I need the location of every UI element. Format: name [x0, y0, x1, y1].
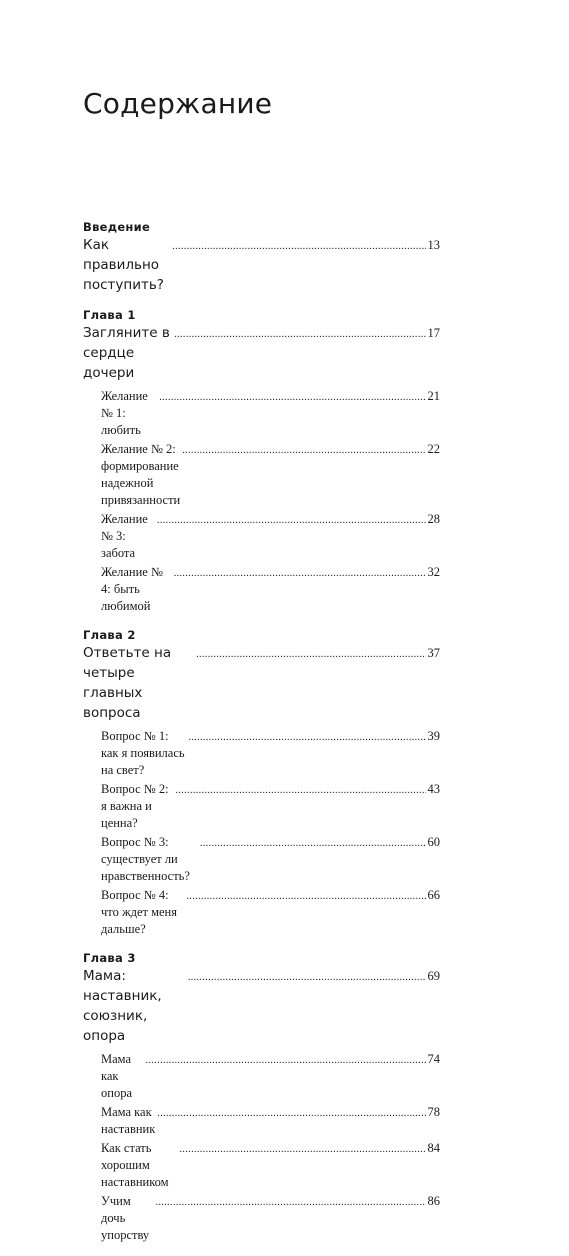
- entry-page-number: 84: [427, 1141, 440, 1155]
- dot-leader: [200, 835, 426, 852]
- dot-leader: [172, 237, 425, 257]
- toc-section: [83, 627, 440, 938]
- dot-leader: [196, 645, 425, 665]
- dot-leader: [174, 565, 426, 582]
- dot-leader: [159, 389, 425, 406]
- section-label: Глава 2: [83, 628, 136, 642]
- entry-title: Вопрос № 4: что ждет меня дальше?: [101, 888, 177, 936]
- subsection-entry[interactable]: [101, 1104, 440, 1138]
- entry-page-number: 37: [427, 646, 440, 660]
- section-label: Глава 1: [83, 308, 136, 322]
- subsection-entry[interactable]: [101, 728, 440, 779]
- entry-title: Загляните в сердце дочери: [83, 325, 170, 381]
- entry-title: Мама как опора: [101, 1052, 132, 1100]
- toc-section: [83, 950, 440, 1244]
- chapter-entry[interactable]: [83, 323, 440, 383]
- dot-leader: [156, 1194, 426, 1211]
- entry-page-number: 66: [427, 888, 440, 902]
- subsection-entry[interactable]: [101, 834, 440, 885]
- subsection-entry[interactable]: [101, 1051, 440, 1102]
- entry-title: Желание № 2: формирование надежной привязанности: [101, 442, 181, 507]
- subsection-entry[interactable]: [101, 564, 440, 615]
- entry-title: Мама как наставник: [101, 1105, 156, 1136]
- dot-leader: [157, 1105, 425, 1122]
- subsection-entry[interactable]: [101, 441, 440, 509]
- entry-page-number: 28: [427, 512, 440, 526]
- entry-page-number: 17: [427, 326, 440, 340]
- entry-title: Вопрос № 1: как я появилась на свет?: [101, 729, 185, 777]
- chapter-entry[interactable]: [83, 643, 440, 723]
- dot-leader: [175, 782, 425, 799]
- entry-title: Желание № 1: любить: [101, 389, 148, 437]
- entry-title: Вопрос № 3: существует ли нравственность?: [101, 835, 190, 883]
- chapter-entry[interactable]: [83, 235, 440, 295]
- entry-title: Мама: наставник, союзник, опора: [83, 968, 162, 1044]
- subsection-entry[interactable]: [101, 511, 440, 562]
- table-of-contents: [83, 219, 440, 1256]
- page-title: Содержание: [83, 87, 273, 120]
- entry-title: Ответьте на четыре главных вопроса: [83, 645, 172, 721]
- entry-title: Как стать хорошим наставником: [101, 1141, 169, 1189]
- subsection-entry[interactable]: [101, 781, 440, 832]
- subsection-entry[interactable]: [101, 1193, 440, 1244]
- entry-title: Вопрос № 2: я важна и ценна?: [101, 782, 169, 830]
- entry-page-number: 74: [427, 1052, 440, 1066]
- dot-leader: [179, 1141, 425, 1158]
- dot-leader: [182, 442, 425, 459]
- chapter-entry[interactable]: [83, 966, 440, 1046]
- dot-leader: [188, 729, 425, 746]
- entry-title: Желание № 4: быть любимой: [101, 565, 163, 613]
- entry-title: Желание № 3: забота: [101, 512, 148, 560]
- dot-leader: [174, 325, 425, 345]
- dot-leader: [188, 968, 426, 988]
- subsection-entry[interactable]: [101, 388, 440, 439]
- section-label: Введение: [83, 220, 151, 234]
- entry-page-number: 78: [427, 1105, 440, 1119]
- dot-leader: [157, 512, 426, 529]
- toc-section: [83, 219, 440, 295]
- entry-page-number: 69: [427, 969, 440, 983]
- entry-page-number: 39: [427, 729, 440, 743]
- entry-page-number: 60: [427, 835, 440, 849]
- entry-title: Учим дочь упорству: [101, 1194, 150, 1242]
- section-label: Глава 3: [83, 951, 136, 965]
- subsection-entry[interactable]: [101, 887, 440, 938]
- entry-page-number: 86: [427, 1194, 440, 1208]
- dot-leader: [146, 1052, 426, 1069]
- entry-page-number: 32: [427, 565, 440, 579]
- entry-page-number: 13: [427, 238, 440, 252]
- toc-section: [83, 307, 440, 615]
- entry-page-number: 21: [427, 389, 440, 403]
- subsection-entry[interactable]: [101, 1140, 440, 1191]
- dot-leader: [186, 888, 425, 905]
- entry-page-number: 22: [427, 442, 440, 456]
- entry-page-number: 43: [427, 782, 440, 796]
- entry-title: Как правильно поступить?: [83, 237, 164, 293]
